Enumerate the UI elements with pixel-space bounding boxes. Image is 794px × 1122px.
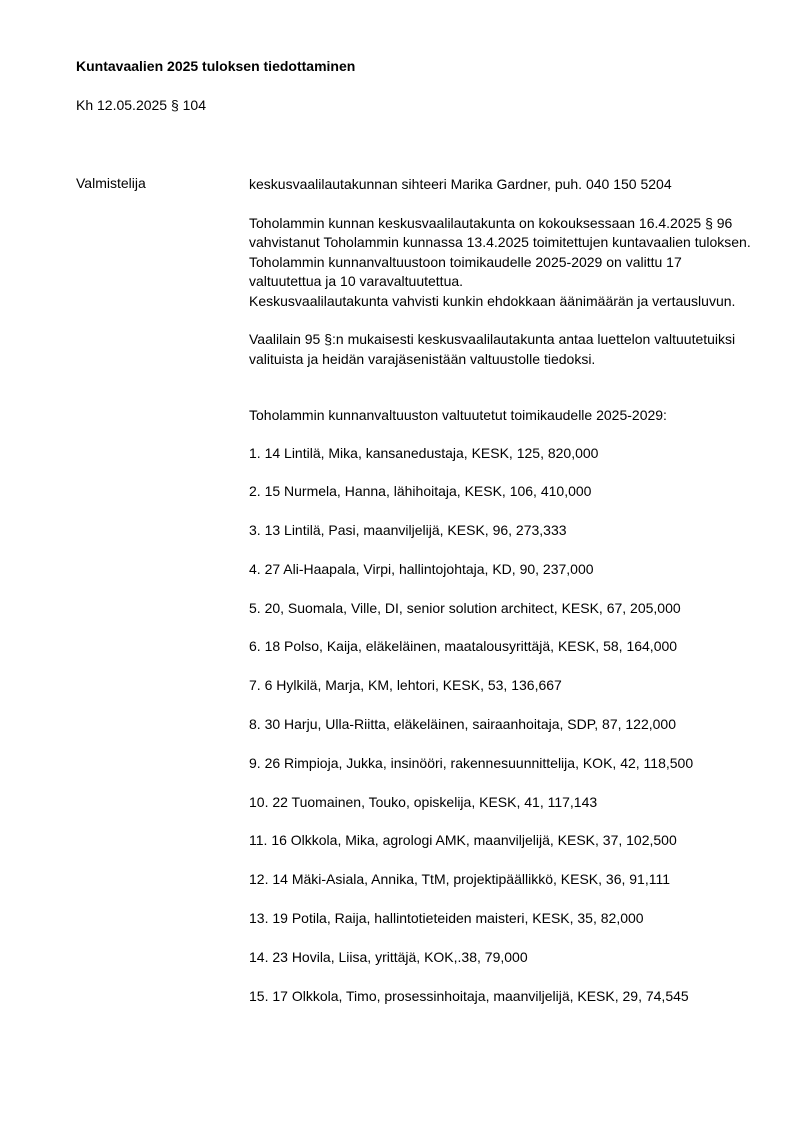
list-item: 2. 15 Nurmela, Hanna, lähihoitaja, KESK, 106, 410,000 <box>249 483 592 500</box>
list-item: 7. 6 Hylkilä, Marja, KM, lehtori, KESK, 53, 136,667 <box>249 677 562 694</box>
list-item: 4. 27 Ali-Haapala, Virpi, hallintojohtaja, KD, 90, 237,000 <box>249 560 594 577</box>
elected-list <box>249 444 754 1007</box>
list-item: 5. 20, Suomala, Ville, DI, senior solution architect, KESK, 67, 205,000 <box>249 599 681 616</box>
list-item: 1. 14 Lintilä, Mika, kansanedustaja, KESK, 125, 820,000 <box>249 444 599 461</box>
list-item: 6. 18 Polso, Kaija, eläkeläinen, maatalousyrittäjä, KESK, 58, 164,000 <box>249 638 678 655</box>
paragraph-main-2: Keskusvaalilautakunta vahvisti kunkin ehdokkaan äänimäärän ja vertausluvun. <box>249 292 736 309</box>
list-item: 12. 14 Mäki-Asiala, Annika, TtM, projektipäällikkö, KESK, 36, 91,111 <box>249 871 670 888</box>
document-title: Kuntavaalien 2025 tuloksen tiedottaminen <box>76 58 356 74</box>
meeting-reference: Kh 12.05.2025 § 104 <box>76 97 207 113</box>
paragraph-law: Vaalilain 95 §:n mukaisesti keskusvaalilautakunta antaa luettelon valtuutetuiksi valituista ja heidän varajäsenistään valtuustolle tiedoksi. <box>249 331 736 367</box>
list-item: 13. 19 Potila, Raija, hallintotieteiden maisteri, KESK, 35, 82,000 <box>249 910 644 927</box>
paragraph-main-1: Toholammin kunnan keskusvaalilautakunta on kokouksessaan 16.4.2025 § 96 vahvistanut Toholammin kunnassa 13.4.2025 toimitettujen kuntavaalien tuloksen. Toholammin kunnanvaltuustoon toimikaudelle 2025-2029 on valittu 17 valtuutettua ja 10 varavaltuutettua. <box>249 214 751 289</box>
list-item: 3. 13 Lintilä, Pasi, maanviljelijä, KESK, 96, 273,333 <box>249 522 567 539</box>
preparer-info: keskusvaalilautakunnan sihteeri Marika Gardner, puh. 040 150 5204 <box>249 176 672 192</box>
document-body <box>249 175 754 1025</box>
list-item: 14. 23 Hovila, Liisa, yrittäjä, KOK,.38, 79,000 <box>249 948 528 965</box>
preparer-label: Valmistelija <box>76 175 146 191</box>
list-item: 11. 16 Olkkola, Mika, agrologi AMK, maanviljelijä, KESK, 37, 102,500 <box>249 832 677 849</box>
list-title: Toholammin kunnanvaltuuston valtuutetut toimikaudelle 2025-2029: <box>249 407 667 423</box>
list-item: 10. 22 Tuomainen, Touko, opiskelija, KESK, 41, 117,143 <box>249 793 598 810</box>
list-item: 15. 17 Olkkola, Timo, prosessinhoitaja, maanviljelijä, KESK, 29, 74,545 <box>249 987 689 1004</box>
list-item: 8. 30 Harju, Ulla-Riitta, eläkeläinen, sairaanhoitaja, SDP, 87, 122,000 <box>249 716 676 733</box>
list-item: 9. 26 Rimpioja, Jukka, insinööri, rakennesuunnittelija, KOK, 42, 118,500 <box>249 754 694 771</box>
